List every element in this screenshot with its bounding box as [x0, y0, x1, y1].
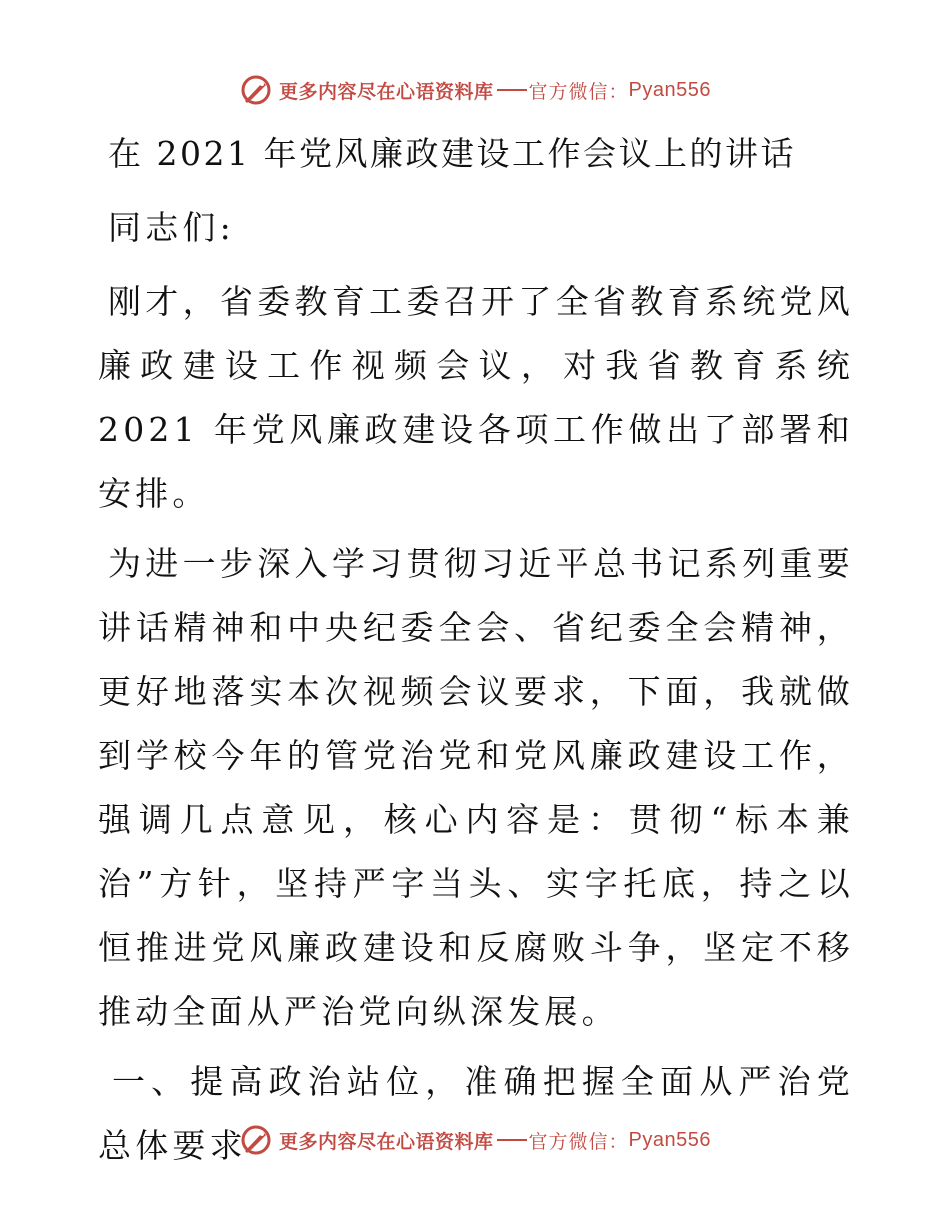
document-body: [98, 122, 854, 1178]
watermark-official-label: 官方微信：: [528, 1130, 629, 1153]
watermark-wechat-id: Pyan556: [628, 1128, 711, 1151]
section-heading: 一、提高政治站位，准确把握全面从严治党总体要求: [98, 1062, 854, 1165]
document-salutation: 同志们:: [108, 208, 235, 247]
watermark-banner-bottom: [0, 1120, 950, 1160]
watermark-dash: [497, 1139, 527, 1141]
watermark-dash: [497, 89, 527, 91]
pen-nib-circle-icon: [239, 1123, 273, 1157]
document-title: 在 2021 年党风廉政建设工作会议上的讲话: [108, 134, 796, 173]
watermark-brand-text: 更多内容尽在心语资料库: [279, 80, 494, 103]
watermark-banner-top: [0, 70, 950, 110]
pen-nib-circle-icon: [239, 73, 273, 107]
watermark-wechat-id: Pyan556: [628, 78, 711, 101]
document-paragraph-2: 为进一步深入学习贯彻习近平总书记系列重要讲话精神和中央纪委全会、省纪委全会精神，更好地落实本次视频会议要求，下面，我就做到学校今年的管党治党和党风廉政建设工作，强调几点意见，核心内容是：贯彻“标本兼治”方针，坚持严字当头、实字托底，持之以恒推进党风廉政建设和反腐败斗争，坚定不移推动全面从严治党向纵深发展。: [98, 544, 854, 1031]
watermark-official-label: 官方微信：: [528, 80, 629, 103]
watermark-brand-text: 更多内容尽在心语资料库: [279, 1130, 494, 1153]
document-paragraph-1: 刚才，省委教育工委召开了全省教育系统党风廉政建设工作视频会议，对我省教育系统 2021 年党风廉政建设各项工作做出了部署和安排。: [98, 282, 854, 513]
